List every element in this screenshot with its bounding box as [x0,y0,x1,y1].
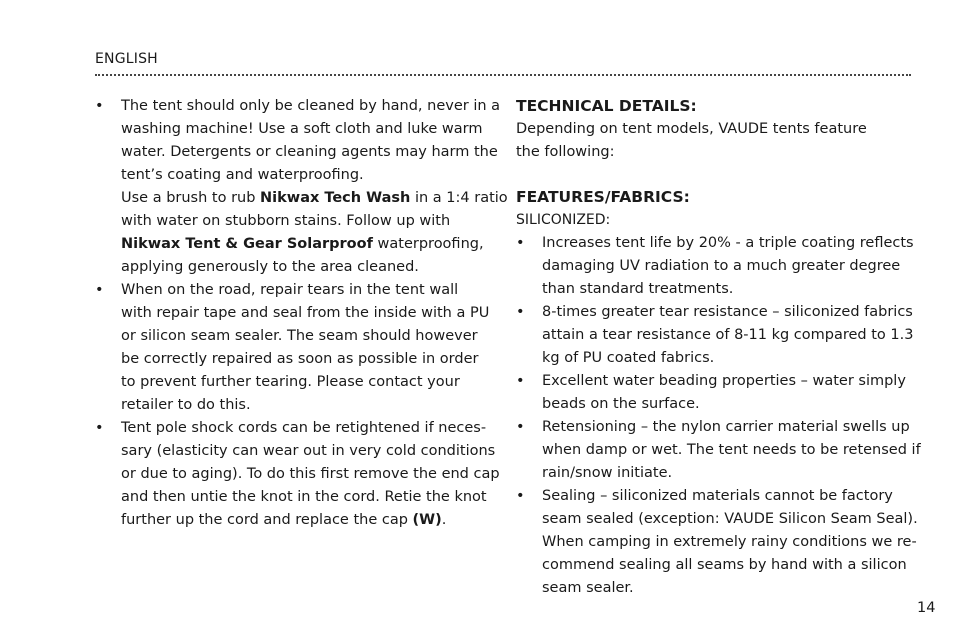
text-line [121,486,495,509]
text-line [121,348,495,371]
text-run: The tent should only be cleaned by hand, never in a [121,98,501,114]
text-line: damaging UV radiation to a much greater degree [542,258,901,274]
text-line: beads on the surface. [542,396,700,412]
text-line: rain/snow initiate. [542,465,673,481]
text-run: Tent pole shock cords can be retightened if neces- [121,420,487,436]
text-line [121,394,495,417]
list-item [516,416,921,485]
header-dotted-divider [95,74,911,76]
text-run: sary (elasticity can wear out in very cold conditions [121,443,496,459]
text-line [121,325,495,348]
product-name: Nikwax Tent & Gear Solarproof [121,236,373,252]
text-run: and then untie the knot in the cord. Retie the knot [121,489,487,505]
text-run: to prevent further tearing. Please contact your [121,374,460,390]
left-column [95,95,508,532]
text-line [121,417,495,440]
text-run: retailer to do this. [121,397,251,413]
list-item [516,301,916,370]
care-instructions-list [95,95,508,532]
product-name: (W) [412,512,442,528]
text-line: kg of PU coated fabrics. [542,350,715,366]
text-line: seam sealer. [542,580,634,596]
technical-details-intro [516,118,916,164]
text-line: • Sealing – siliconized materials cannot be factory [542,488,893,504]
text-line [121,187,508,210]
text-line: • Retensioning – the nylon carrier material swells up [542,419,910,435]
text-line: commend sealing all seams by hand with a silicon [542,557,907,573]
text-line [121,118,495,141]
text-run: in a 1:4 ratio [410,190,508,206]
text-run: applying generously to the area cleaned. [121,259,419,275]
text-line: when damp or wet. The tent needs to be retensed if [542,442,921,458]
text-line [121,233,495,256]
list-item [516,370,916,416]
text-line: seam sealed (exception: VAUDE Silicon Seam Seal). [542,511,918,527]
text-line [121,164,495,187]
text-run: or due to aging). To do this first remove the end cap [121,466,500,482]
features-fabrics-heading: FEATURES/FABRICS: [516,188,690,206]
text-line: • Increases tent life by 20% - a triple coating reflects [542,235,914,251]
text-line [121,279,495,302]
list-item [516,485,916,600]
text-line [121,256,495,279]
text-run: or silicon seam sealer. The seam should however [121,328,478,344]
text-line: • Excellent water beading properties – water simply [542,373,906,389]
text-run: washing machine! Use a soft cloth and luke warm [121,121,483,137]
text-line [121,440,495,463]
product-name: Nikwax Tech Wash [260,190,411,206]
text-line: the following: [516,144,615,160]
text-run: with repair tape and seal from the inside with a PU [121,305,490,321]
page-number: 14 [917,600,936,616]
list-item [95,417,500,532]
list-item [516,232,916,301]
text-line: • 8-times greater tear resistance – siliconized fabrics [542,304,913,320]
text-run: tent’s coating and waterproofing. [121,167,364,183]
text-run: further up the cord and replace the cap [121,512,413,528]
text-line: When camping in extremely rainy conditions we re- [542,534,917,550]
text-run: water. Detergents or cleaning agents may harm the [121,144,498,160]
text-line [121,302,495,325]
text-line [121,95,501,118]
text-line [121,371,495,394]
text-line: Depending on tent models, VAUDE tents feature [516,121,867,137]
text-line [121,210,495,233]
text-line [121,463,500,486]
text-line: than standard treatments. [542,281,734,297]
header-language-label: ENGLISH [95,51,158,67]
text-run: When on the road, repair tears in the tent wall [121,282,459,298]
list-item [95,95,508,279]
text-line [121,141,498,164]
text-run: waterproofing, [372,236,484,252]
list-item [95,279,495,417]
right-column [516,95,921,600]
text-run: . [441,512,447,528]
text-run: Use a brush to rub [121,190,261,206]
technical-details-heading: TECHNICAL DETAILS: [516,97,697,115]
text-line: attain a tear resistance of 8-11 kg compared to 1.3 [542,327,914,343]
text-run: with water on stubborn stains. Follow up with [121,213,451,229]
siliconized-label: SILICONIZED: [516,212,611,228]
features-list [516,232,921,600]
text-line [121,509,495,532]
text-run: be correctly repaired as soon as possible in order [121,351,479,367]
